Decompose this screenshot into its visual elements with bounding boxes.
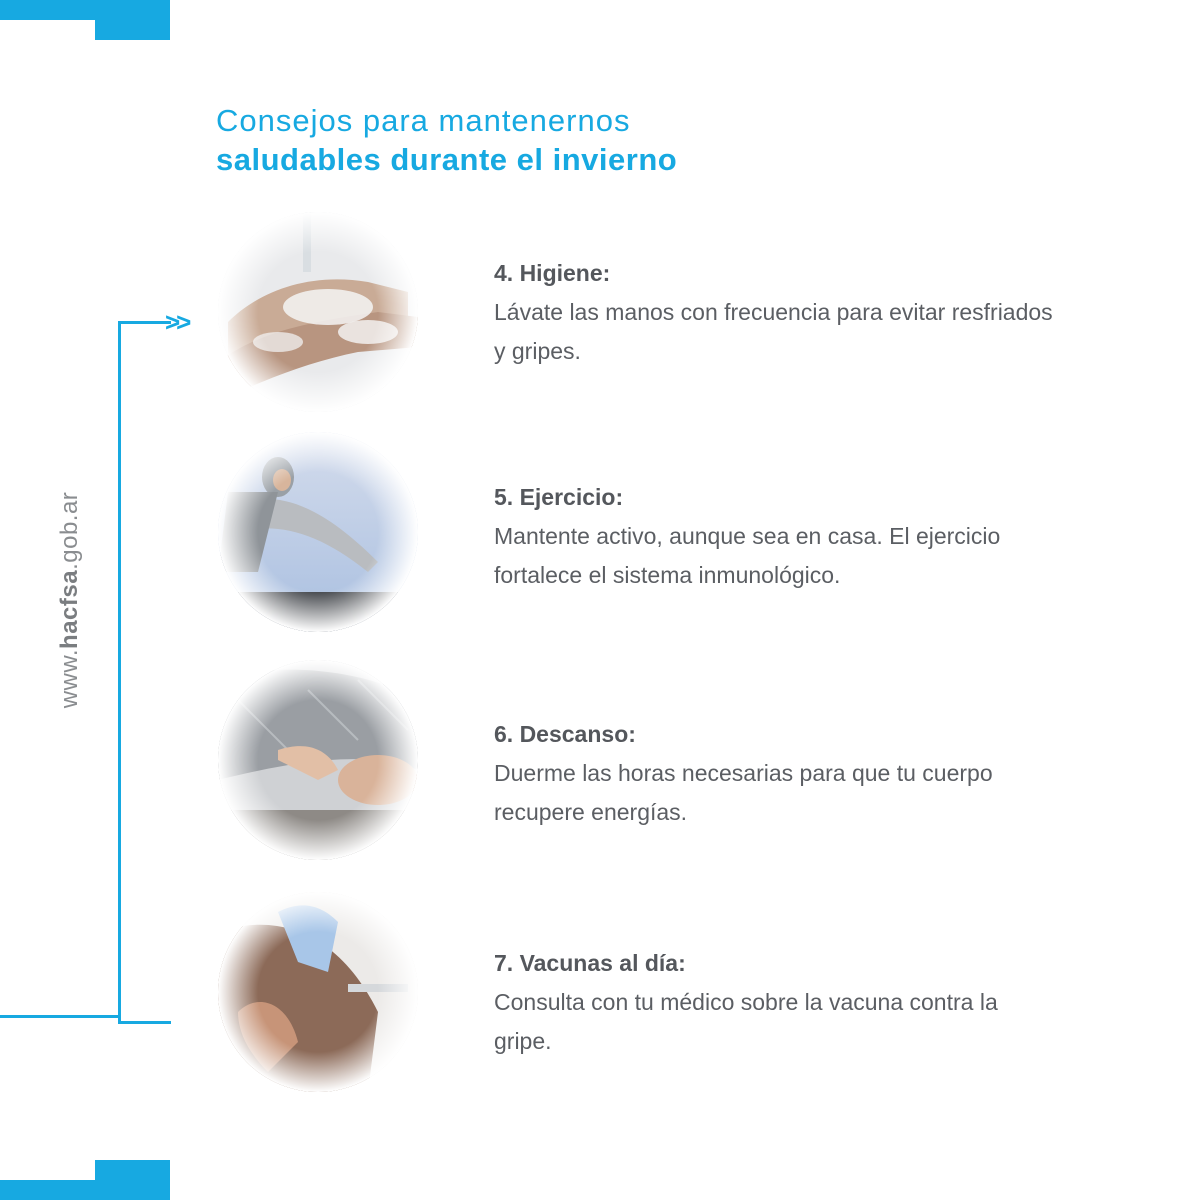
tip-title: 7. Vacunas al día: <box>494 950 686 976</box>
corner-decoration-bottom-step <box>95 1160 170 1180</box>
website-domain: hacfsa <box>56 569 83 649</box>
bracket-line-bottom <box>0 1015 120 1018</box>
bracket-line <box>118 321 171 1024</box>
corner-decoration-top <box>0 0 170 20</box>
vaccination-photo <box>218 892 418 1092</box>
page-title <box>216 102 677 180</box>
website-prefix: www. <box>56 648 83 709</box>
tip-description: Mantente activo, aunque sea en casa. El ejercicio fortalece el sistema inmunológico. <box>494 523 1001 588</box>
website-suffix: .gob.ar <box>56 491 83 570</box>
tip-description: Duerme las horas necesarias para que tu cuerpo recupere energías. <box>494 760 993 825</box>
tip-title: 5. Ejercicio: <box>494 484 624 510</box>
tip-item <box>494 254 1054 371</box>
title-line-2: saludables durante el invierno <box>216 142 678 177</box>
hand-washing-photo <box>218 212 418 412</box>
tip-title: 4. Higiene: <box>494 260 611 286</box>
exercise-photo <box>218 432 418 632</box>
website-label <box>56 492 84 709</box>
tip-title: 6. Descanso: <box>494 721 636 747</box>
tip-description: Lávate las manos con frecuencia para evitar resfriados y gripes. <box>494 299 1053 364</box>
corner-decoration-top-step <box>95 20 170 40</box>
sleeping-photo <box>218 660 418 860</box>
tip-item <box>494 944 1054 1061</box>
corner-decoration-bottom <box>0 1180 170 1200</box>
tip-item <box>494 715 1054 832</box>
tip-item <box>494 478 1054 595</box>
tip-description: Consulta con tu médico sobre la vacuna contra la gripe. <box>494 989 998 1054</box>
title-line-1: Consejos para mantenernos <box>216 103 631 138</box>
double-arrow-icon: >> <box>165 307 188 337</box>
